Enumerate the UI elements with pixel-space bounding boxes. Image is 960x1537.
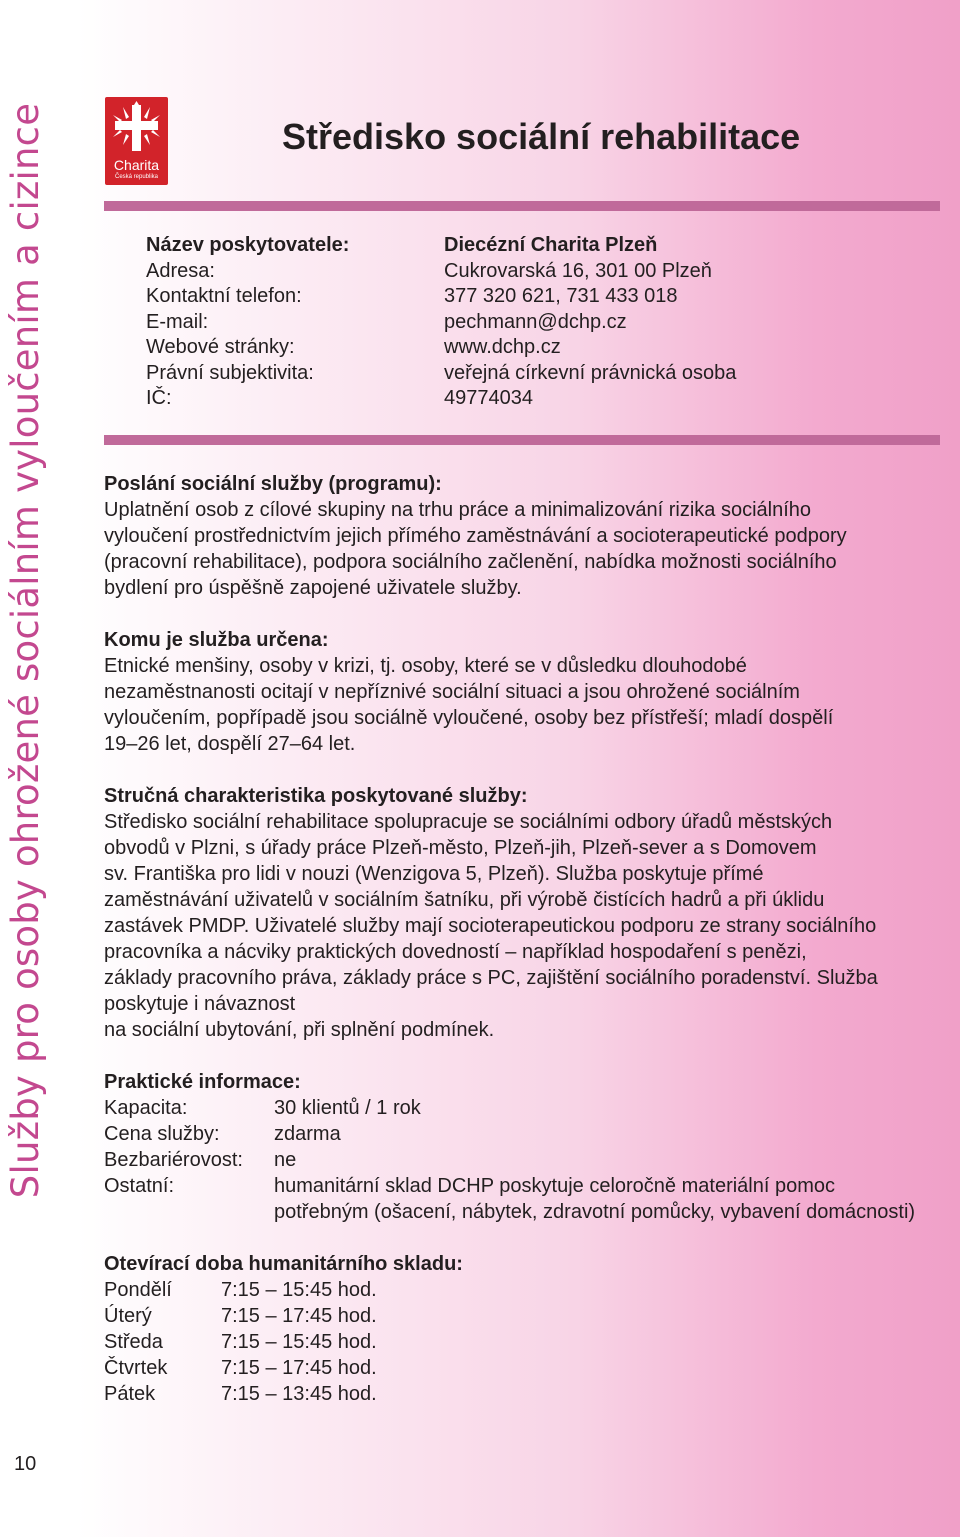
paragraph-line: pracovníka a nácviky praktických dovedností – například hospodaření s penězi, bbox=[104, 941, 807, 963]
paragraph-line: 19–26 let, dospělí 27–64 let. bbox=[104, 733, 356, 755]
practical-label: Cena služby: bbox=[104, 1123, 220, 1145]
main-content bbox=[104, 471, 944, 1433]
info-row-provider bbox=[146, 233, 736, 259]
hours-time: 7:15 – 13:45 hod. bbox=[221, 1383, 377, 1405]
practical-row-accessibility bbox=[104, 1147, 944, 1173]
info-value: veřejná církevní právnická osoba bbox=[444, 361, 737, 384]
paragraph-line: poskytuje i návaznost bbox=[104, 993, 296, 1015]
hours-day: Středa bbox=[104, 1331, 163, 1353]
target-section bbox=[104, 627, 944, 757]
practical-value: humanitární sklad DCHP poskytuje celoročně materiální pomoc bbox=[274, 1175, 836, 1197]
paragraph-line: Středisko sociální rehabilitace spolupracuje se sociálními odbory úřadů městských bbox=[104, 811, 833, 833]
practical-continuation: potřebným (ošacení, nábytek, zdravotní pomůcky, vybavení domácnosti) bbox=[274, 1201, 916, 1223]
info-label: E-mail: bbox=[146, 310, 209, 333]
hours-day: Úterý bbox=[104, 1305, 152, 1327]
info-value: pechmann@dchp.cz bbox=[444, 310, 627, 333]
practical-label: Kapacita: bbox=[104, 1097, 188, 1119]
sidebar-title bbox=[0, 80, 52, 1220]
paragraph-line: (pracovní rehabilitace), podpora sociálního začlenění, nabídka možnosti sociálního bbox=[104, 551, 837, 573]
hours-row-monday bbox=[104, 1277, 944, 1303]
paragraph-line: zastávek PMDP. Uživatelé služby mají socioterapeutickou podporu ze strany sociálního bbox=[104, 915, 877, 937]
practical-value: 30 klientů / 1 rok bbox=[274, 1097, 421, 1119]
logo-subtext: Česká republika bbox=[114, 174, 159, 180]
info-value: www.dchp.cz bbox=[444, 336, 561, 358]
practical-value: zdarma bbox=[274, 1123, 341, 1145]
practical-heading: Praktické informace: bbox=[104, 1071, 301, 1093]
description-section bbox=[104, 783, 944, 1043]
page-number: 10 bbox=[14, 1453, 37, 1475]
logo-text: Charita bbox=[113, 157, 160, 173]
divider-top bbox=[104, 201, 940, 211]
paragraph-line: sv. Františka pro lidi v nouzi (Wenzigova 5, Plzeň). Služba poskytuje přímé bbox=[104, 863, 764, 885]
charita-cross-icon bbox=[105, 97, 168, 157]
paragraph-line: Uplatnění osob z cílové skupiny na trhu práce a minimalizování rizika sociálního bbox=[104, 499, 812, 521]
paragraph-line: na sociální ubytování, při splnění podmínek. bbox=[104, 1019, 495, 1041]
info-value: Cukrovarská 16, 301 00 Plzeň bbox=[444, 259, 712, 282]
info-label: Kontaktní telefon: bbox=[146, 285, 302, 307]
info-row-email bbox=[146, 310, 736, 336]
hours-section bbox=[104, 1251, 944, 1407]
page-title: Středisko sociální rehabilitace bbox=[282, 116, 801, 157]
provider-info bbox=[146, 233, 736, 412]
info-row-phone bbox=[146, 284, 736, 310]
paragraph-line: základy pracovního práva, základy práce s PC, zajištění sociálního poradenství. Služba bbox=[104, 967, 878, 989]
info-row-address bbox=[146, 259, 736, 285]
target-heading: Komu je služba určena: bbox=[104, 629, 329, 651]
practical-section bbox=[104, 1069, 944, 1225]
practical-row-other bbox=[104, 1173, 944, 1199]
paragraph-line: vyloučení prostřednictvím jejich přímého zaměstnávání a socioterapeutické podpory bbox=[104, 525, 847, 547]
hours-row-friday bbox=[104, 1381, 944, 1407]
practical-row-price bbox=[104, 1121, 944, 1147]
info-label: Webové stránky: bbox=[146, 336, 295, 358]
paragraph-line: nezaměstnanosti ocitají v nepříznivé sociální situaci a jsou ohrožené sociálním bbox=[104, 681, 800, 703]
hours-day: Čtvrtek bbox=[104, 1357, 168, 1379]
hours-row-tuesday bbox=[104, 1303, 944, 1329]
info-row-website bbox=[146, 335, 736, 361]
divider-bottom bbox=[104, 435, 940, 445]
paragraph-line: vyloučením, popřípadě jsou sociálně vyloučené, osoby bez přístřeší; mladí dospělí bbox=[104, 707, 834, 729]
charita-logo bbox=[105, 97, 168, 185]
paragraph-line: bydlení pro úspěšně zapojené uživatele služby. bbox=[104, 577, 522, 599]
hours-day: Pátek bbox=[104, 1383, 156, 1405]
paragraph-line: obvodů v Plzni, s úřady práce Plzeň-město, Plzeň-jih, Plzeň-sever a s Domovem bbox=[104, 837, 817, 859]
paragraph-line: zaměstnávání uživatelů v sociálním šatníku, při výrobě čistících hadrů a při úklidu bbox=[104, 889, 825, 911]
hours-day: Pondělí bbox=[104, 1279, 172, 1301]
info-row-ic bbox=[146, 386, 736, 412]
practical-value: ne bbox=[274, 1149, 297, 1171]
mission-section bbox=[104, 471, 944, 601]
hours-time: 7:15 – 15:45 hod. bbox=[221, 1331, 377, 1353]
hours-time: 7:15 – 17:45 hod. bbox=[221, 1305, 377, 1327]
sidebar-title-text: Služby pro osoby ohrožené sociálním vyloučením a cizince bbox=[4, 102, 48, 1198]
hours-heading: Otevírací doba humanitárního skladu: bbox=[104, 1253, 463, 1275]
info-label: IČ: bbox=[146, 387, 172, 409]
hours-time: 7:15 – 17:45 hod. bbox=[221, 1357, 377, 1379]
info-row-legal bbox=[146, 361, 736, 387]
practical-label: Bezbariérovost: bbox=[104, 1149, 243, 1171]
hours-time: 7:15 – 15:45 hod. bbox=[221, 1279, 377, 1301]
practical-label: Ostatní: bbox=[104, 1175, 175, 1197]
hours-row-thursday bbox=[104, 1355, 944, 1381]
paragraph-line: Etnické menšiny, osoby v krizi, tj. osoby, které se v důsledku dlouhodobé bbox=[104, 655, 747, 677]
hours-row-wednesday bbox=[104, 1329, 944, 1355]
info-label: Název poskytovatele: bbox=[146, 234, 350, 256]
info-value: Diecézní Charita Plzeň bbox=[444, 234, 658, 256]
info-value: 377 320 621, 731 433 018 bbox=[444, 285, 678, 307]
info-label: Právní subjektivita: bbox=[146, 361, 314, 384]
practical-row-capacity bbox=[104, 1095, 944, 1121]
info-value: 49774034 bbox=[444, 387, 533, 409]
info-label: Adresa: bbox=[146, 259, 215, 282]
mission-heading: Poslání sociální služby (programu): bbox=[104, 473, 442, 495]
description-heading: Stručná charakteristika poskytované služby: bbox=[104, 785, 528, 807]
